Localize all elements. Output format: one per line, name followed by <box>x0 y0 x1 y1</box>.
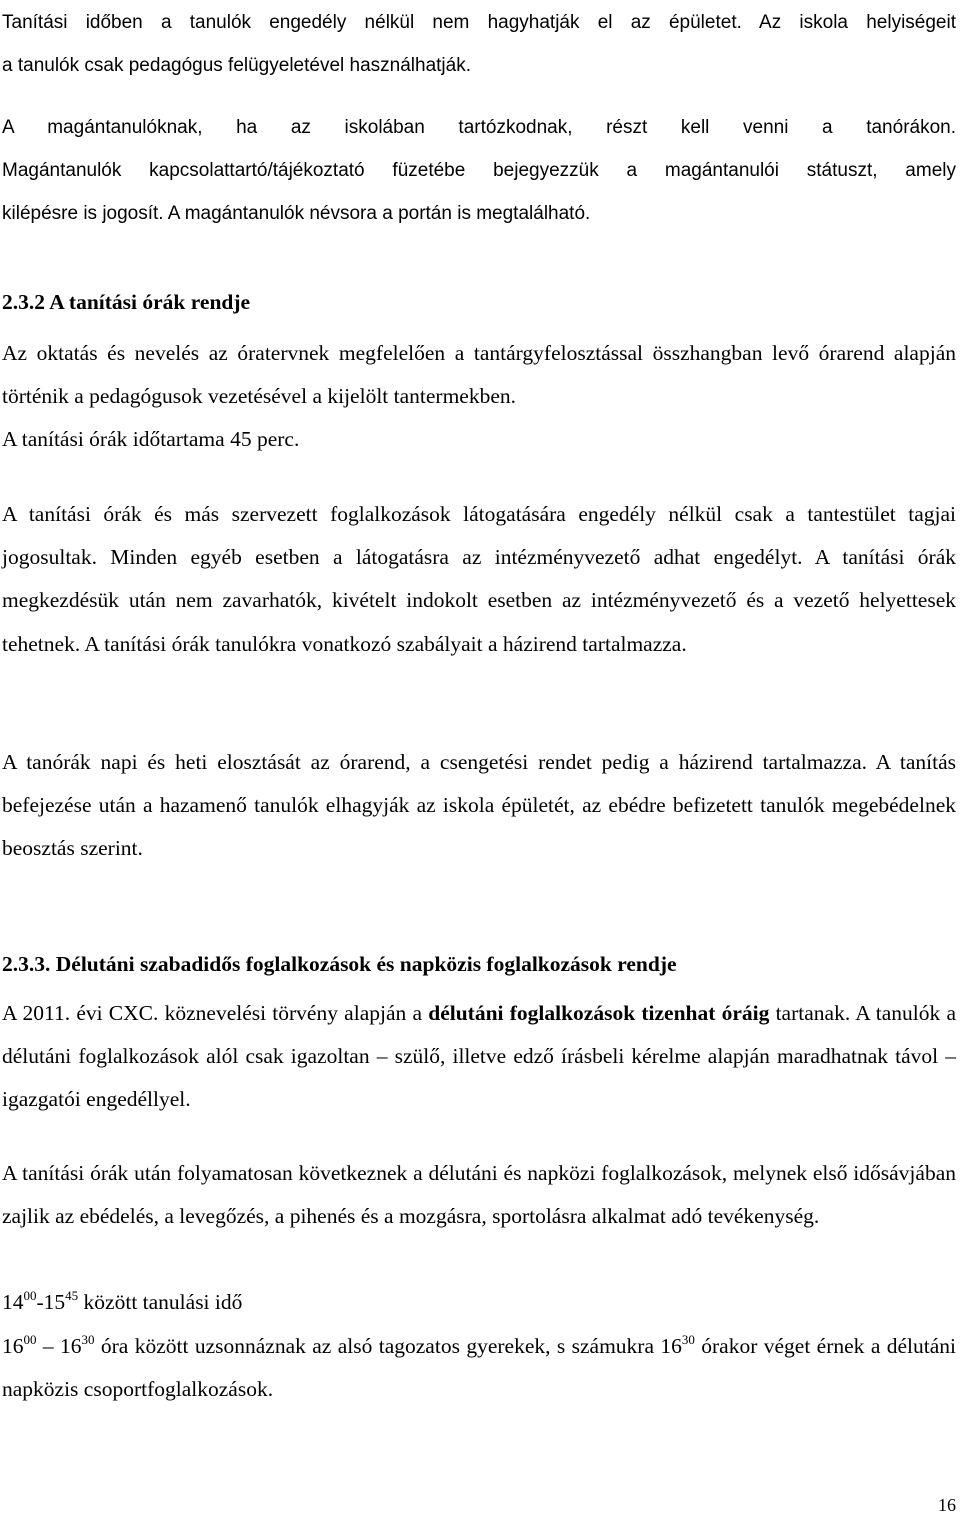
text-run: óra között uzsonnáznak az alsó tagozatos gyerekek, s számukra <box>94 1334 661 1358</box>
paragraph-building-leave <box>2 1 956 87</box>
paragraph-napkozi: A tanítási órák után folyamatosan következnek a délutáni és napközi foglalkozások, melynek első idősávjában zajlik az ebédelés, a levegőzés, a pihenés és a mozgásra, sportolásra alkalmat adó tevékenység. <box>2 1161 956 1229</box>
minutes: 30 <box>81 1332 95 1347</box>
text-line: Tanítási időben a tanulók engedély nélkül nem hagyhatják el az épületet. Az iskola helyiségeit <box>2 12 956 33</box>
section-heading-2-3-2: 2.3.2 A tanítási órák rendje <box>2 290 251 314</box>
minutes: 00 <box>23 1288 37 1303</box>
hour: 16 <box>2 1334 24 1358</box>
section-heading-2-3-3: 2.3.3. Délutáni szabadidős foglalkozások és napközis foglalkozások rendje <box>2 952 677 976</box>
text-line: kilépésre is jogosít. A magántanulók névsora a portán is megtalálható. <box>2 203 591 225</box>
text-run: tartanak. A tanulók a délutáni foglalkozások alól csak igazoltan – szülő, illetve edző írásbeli kérelme alapján maradhatnak távol – igazgatói engedéllyel. <box>2 1001 957 1112</box>
schedule-line-study-time <box>2 1281 956 1324</box>
paragraph-private-students <box>2 106 956 236</box>
text-line: A magántanulóknak, ha az iskolában tartózkodnak, részt kell venni a tanórákon. <box>2 117 956 138</box>
paragraph-timetable: A tanórák napi és heti elosztását az órarend, a csengetési rendet pedig a házirend tartalmazza. A tanítás befejezése után a hazamenő tanulók elhagyják az iskola épületét, az ebédre befizetett tanulók megebédelnek beosztás szerint. <box>2 750 956 861</box>
paragraph-lesson-visits: A tanítási órák és más szervezett foglalkozások látogatására engedély nélkül csak a tantestület tagjai jogosultak. Minden egyéb esetben a látogatásra az intézményvezető adhat engedélyt. A tanítási órák megkezdésük után nem zavarhatók, kivételt indokolt esetben az intézményvezető és a vezető helyettesek tehetnek. A tanítási órák tanulókra vonatkozó szabályait a házirend tartalmazza. <box>2 502 956 656</box>
text-run: között tanulási idő <box>78 1290 243 1314</box>
hour: 16 <box>660 1334 682 1358</box>
bold-text: délutáni foglalkozások tizenhat óráig <box>428 1001 770 1025</box>
minutes: 00 <box>23 1332 37 1347</box>
text-line: Magántanulók kapcsolattartó/tájékoztató füzetébe bejegyezzük a magántanulói státuszt, amely <box>2 160 956 182</box>
paragraph-afternoon-activities <box>2 992 956 1122</box>
text-run: órakor véget érnek a délutáni napközis csoportfoglalkozások. <box>2 1334 956 1402</box>
separator: - <box>36 1290 44 1314</box>
hour: 14 <box>2 1290 24 1314</box>
paragraph-lesson-duration: A tanítási órák időtartama 45 perc. <box>2 427 300 451</box>
text-line: a tanulók csak pedagógus felügyeletével használhatják. <box>2 55 471 77</box>
hour: 15 <box>43 1290 66 1314</box>
page-number: 16 <box>938 1495 956 1515</box>
hour: 16 <box>60 1334 82 1358</box>
text-run: A 2011. évi CXC. köznevelési törvény alapján a <box>2 1001 429 1025</box>
separator: – <box>36 1334 61 1358</box>
minutes: 30 <box>681 1332 695 1347</box>
schedule-line-snack <box>2 1325 956 1411</box>
minutes: 45 <box>65 1288 79 1303</box>
paragraph-lesson-order: Az oktatás és nevelés az óratervnek megfelelően a tantárgyfelosztással összhangban levő órarend alapján történik a pedagógusok vezetésével a kijelölt tantermekben. <box>2 341 956 409</box>
